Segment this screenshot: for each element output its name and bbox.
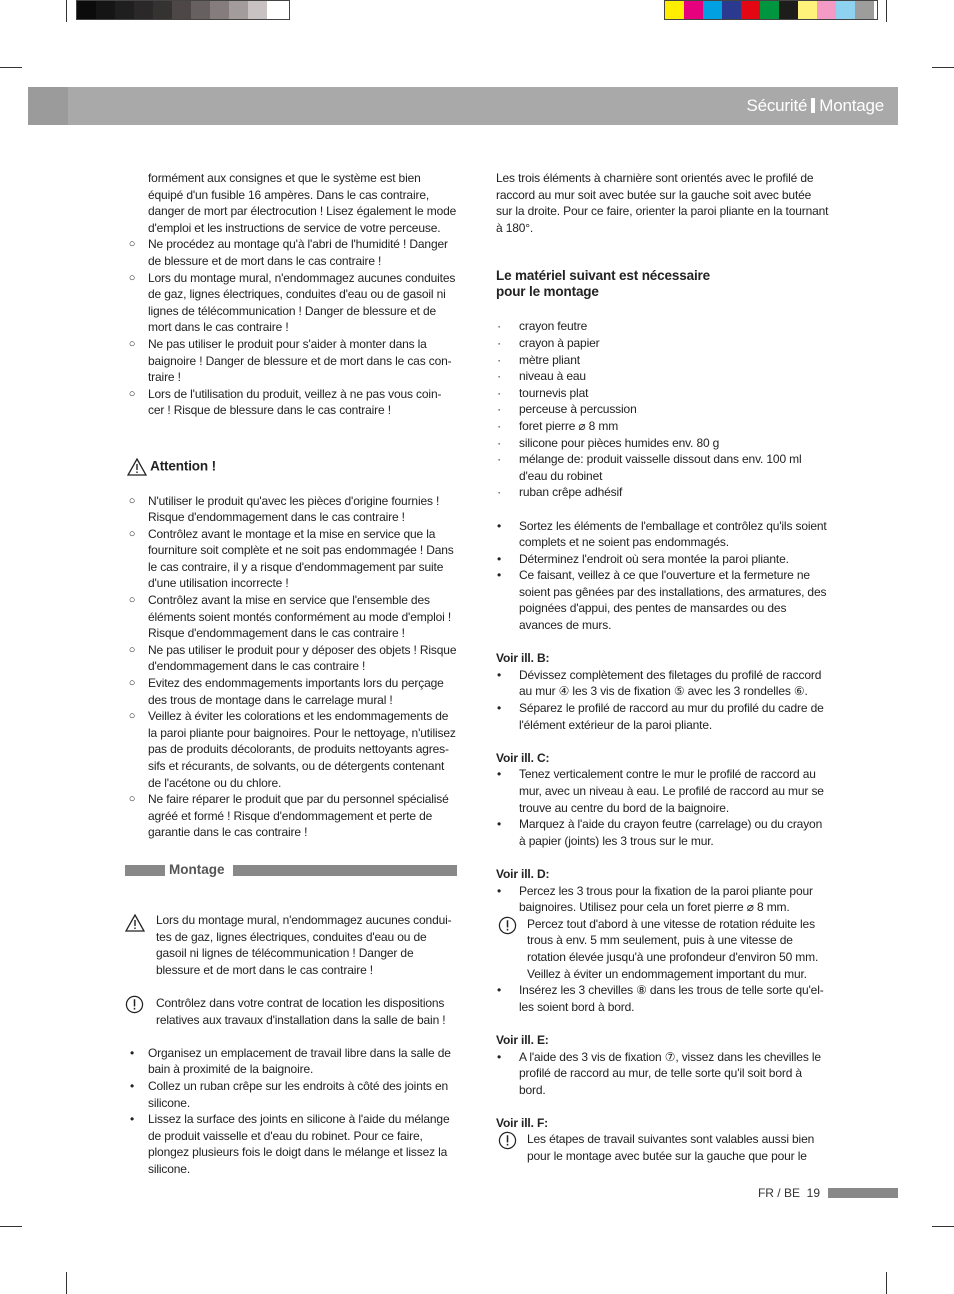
warning-icon — [125, 914, 145, 932]
dot-bullet-icon: · — [497, 352, 501, 367]
circle-bullet-icon: ○ — [128, 710, 136, 723]
calibration-swatch — [248, 1, 267, 19]
circle-bullet-icon: ○ — [128, 271, 136, 284]
warning-icon — [127, 458, 147, 476]
circle-bullet-icon: ○ — [128, 677, 136, 690]
list-item: · ruban crêpe adhésif — [497, 485, 623, 500]
list-item: ○ Lors de l'utilisation du produit, veillez à ne pas vous coin-cer ! Risque de blessure dans le cas contraire ! — [125, 386, 457, 419]
bullet-icon: • — [129, 1045, 135, 1060]
page-title — [746, 96, 884, 116]
bullet-icon: • — [496, 1049, 502, 1064]
calibration-swatch — [760, 1, 779, 19]
exclamation-note-icon — [498, 916, 517, 935]
dot-bullet-icon: · — [497, 319, 501, 334]
dot-bullet-icon: · — [497, 385, 501, 400]
attention-heading: Attention ! — [125, 458, 457, 476]
bullet-icon: • — [496, 551, 502, 566]
exclamation-note-icon — [498, 1131, 517, 1150]
list-item: • Lissez la surface des joints en silicone à l'aide du mélange de produit vaisselle et d'eau du robinet. Pour ce faire, plongez plusieurs fois le doigt dans le mélange et lissez la silicone. — [125, 1111, 457, 1177]
circle-bullet-icon: ○ — [128, 594, 136, 607]
montage-note: Contrôlez dans votre contrat de location les dispositions relatives aux travaux d'installation dans la salle de bain ! — [125, 995, 457, 1028]
circle-bullet-icon: ○ — [128, 238, 136, 251]
color-calibration-bar — [664, 0, 878, 20]
materials-heading: Le matériel suivant est nécessaire pour le montage — [496, 268, 711, 300]
montage-heading: Montage — [169, 862, 225, 877]
crop-mark — [66, 0, 67, 22]
list-item: • Séparez le profilé de raccord au mur du profilé du cadre de l'élément extérieur de la paroi pliante. — [496, 701, 824, 732]
language-code: FR / BE — [757, 1186, 800, 1200]
bullet-icon: • — [496, 983, 502, 998]
calibration-swatch — [96, 1, 115, 19]
circle-bullet-icon: ○ — [128, 494, 136, 507]
section-e-heading: Voir ill. E: — [496, 1032, 549, 1047]
list-item: ○ Ne procédez au montage qu'à l'abri de l'humidité ! Danger de blessure et de mort dans le cas contraire ! — [125, 236, 457, 269]
section-securite: Sécurité — [746, 96, 808, 115]
list-item: ○ Ne pas utiliser le produit pour y déposer des objets ! Risque d'endommagement dans le cas contraire ! — [125, 642, 457, 675]
dot-bullet-icon: · — [497, 369, 501, 384]
calibration-swatch — [798, 1, 817, 19]
calibration-swatch — [210, 1, 229, 19]
list-item: • Tenez verticalement contre le mur le profilé de raccord au mur, avec un niveau à eau. Le profilé de raccord au mur se trouve au centre du bord de la baignoire. — [496, 767, 824, 815]
circle-bullet-icon: ○ — [128, 793, 136, 806]
list-item: • Collez un ruban crêpe sur les endroits à côté des joints en silicone. — [125, 1078, 457, 1111]
continued-text: formément aux consignes et que le système est bien équipé d'un fusible 16 ampères. Dans le cas contraire, danger de mort par électrocution ! Lisez également le mode d'emploi et les instructions de service de votre perceuse. — [148, 171, 457, 235]
calibration-swatch — [172, 1, 191, 19]
list-item: • A l'aide des 3 vis de fixation ⑦, vissez dans les chevilles le profilé de raccord au mur, de telle sorte qu'il soit bord à bord. — [496, 1049, 821, 1097]
circle-bullet-icon: ○ — [128, 527, 136, 540]
list-item: ○ Ne pas utiliser le produit pour s'aider à monter dans la baignoire ! Danger de blessure et de mort dans le cas con-traire ! — [125, 336, 457, 386]
grayscale-calibration-bar — [76, 0, 290, 20]
montage-section-header — [125, 862, 457, 879]
montage-warning: Lors du montage mural, n'endommagez aucunes condui-tes de gaz, lignes électriques, conduites d'eau ou de gasoil ni lignes de télécommunication ! Danger de blessure et de mort dans le cas contraire ! — [125, 912, 457, 978]
crop-mark — [932, 1226, 954, 1227]
calibration-swatch — [779, 1, 798, 19]
prep-list — [496, 518, 829, 634]
list-item: ○ Contrôlez avant la mise en service que l'ensemble des éléments soient montés conformément au mode d'emploi ! Risque d'endommagement dans le cas contraire ! — [125, 592, 457, 642]
list-item: · perceuse à percussion — [497, 402, 637, 417]
section-bar-right — [233, 865, 457, 876]
calibration-swatch — [722, 1, 741, 19]
crop-mark — [886, 1272, 887, 1294]
calibration-swatch — [703, 1, 722, 19]
list-item: ○ Ne faire réparer le produit que par du personnel spécialisé agréé et formé ! Risque d'endommagement et perte de garantie dans le cas contraire ! — [125, 791, 457, 841]
steps-note: Les étapes de travail suivantes sont valables aussi bien pour le montage avec butée sur la gauche que pour le — [496, 1131, 829, 1164]
dot-bullet-icon: · — [497, 435, 501, 450]
list-item: • Insérez les 3 chevilles ⑧ dans les trous de telle sorte qu'el-les soient bord à bord. — [496, 983, 824, 1014]
calibration-swatch — [836, 1, 855, 19]
crop-mark — [886, 0, 887, 22]
bullet-icon: • — [496, 568, 502, 583]
bullet-icon: • — [496, 701, 502, 716]
section-f-heading: Voir ill. F: — [496, 1115, 548, 1130]
list-item: • Sortez les éléments de l'emballage et contrôlez qu'ils soient complets et ne soient pas endommagés. — [496, 518, 827, 550]
intro-text: Les trois éléments à charnière sont orientés avec le profilé de raccord au mur soit avec butée sur la gauche soit avec butée sur la droite. Pour ce faire, orienter la paroi pliante en la tournant à 180°. — [496, 171, 829, 235]
calibration-swatch — [741, 1, 760, 19]
crop-mark — [932, 67, 954, 68]
dot-bullet-icon: · — [497, 402, 501, 417]
list-item: • Percez les 3 trous pour la fixation de la paroi pliante pour baignoires. Utilisez pour cela un foret pierre ⌀ 8 mm. — [496, 883, 813, 915]
section-b-heading: Voir ill. B: — [496, 651, 550, 666]
calibration-swatch — [115, 1, 134, 19]
list-item: · niveau à eau — [497, 369, 586, 384]
list-item: ○ N'utiliser le produit qu'avec les pièces d'origine fournies ! Risque d'endommagement dans le cas contraire ! — [125, 493, 457, 526]
list-item: · mélange de: produit vaisselle dissout dans env. 100 ml d'eau du robinet — [497, 452, 802, 483]
list-item: ○ Lors du montage mural, n'endommagez aucunes conduites de gaz, lignes électriques, conduites d'eau ou de gasoil ni lignes de télécommunication ! Danger de blessure et de mort dans le cas contraire ! — [125, 270, 457, 336]
list-item: · crayon feutre — [497, 319, 588, 334]
list-item: · tournevis plat — [497, 385, 589, 400]
calibration-swatch — [134, 1, 153, 19]
attention-list — [125, 493, 457, 841]
list-item: · foret pierre ⌀ 8 mm — [497, 418, 619, 433]
header-tab — [28, 87, 68, 125]
drilling-note: Percez tout d'abord à une vitesse de rotation réduite les trous à env. 5 mm seulement, puis à une vitesse de rotation élevée jusqu'à une profondeur d'environ 50 mm. Veillez à éviter un endommagement important du mur. — [496, 916, 829, 982]
calibration-swatch — [665, 1, 684, 19]
calibration-swatch — [855, 1, 874, 19]
calibration-swatch — [77, 1, 96, 19]
bullet-icon: • — [496, 883, 502, 898]
bullet-icon: • — [496, 667, 502, 682]
dot-bullet-icon: · — [497, 452, 501, 467]
dot-bullet-icon: · — [497, 418, 501, 433]
section-d-heading: Voir ill. D: — [496, 866, 550, 881]
section-c-heading: Voir ill. C: — [496, 750, 550, 765]
bullet-icon: • — [496, 767, 502, 782]
list-item: · mètre pliant — [497, 352, 580, 367]
circle-bullet-icon: ○ — [128, 337, 136, 350]
bullet-icon: • — [496, 518, 502, 533]
calibration-swatch — [817, 1, 836, 19]
section-bar-left — [125, 865, 165, 876]
list-item: • Ce faisant, veillez à ce que l'ouverture et la fermeture ne soient pas gênées par des installations, des armatures, des poignées d'appui, des pentes de mansardes ou des avances de murs. — [496, 568, 827, 633]
list-item: · crayon à papier — [497, 335, 600, 350]
montage-section — [125, 912, 457, 1178]
list-item: ○ Evitez des endommagements importants lors du perçage des trous de montage dans le carrelage mural ! — [125, 675, 457, 708]
title-separator — [811, 98, 815, 113]
bullet-icon: • — [496, 817, 502, 832]
montage-list — [125, 1045, 457, 1178]
circle-bullet-icon: ○ — [128, 387, 136, 400]
crop-mark — [0, 67, 22, 68]
calibration-swatch — [267, 1, 286, 19]
right-column — [496, 170, 829, 1165]
page-number: 19 — [806, 1186, 820, 1200]
calibration-swatch — [684, 1, 703, 19]
materials-list — [496, 318, 829, 501]
list-item: • Déterminez l'endroit où sera montée la paroi pliante. — [496, 551, 789, 566]
calibration-swatch — [229, 1, 248, 19]
crop-mark — [66, 1272, 67, 1294]
list-item: · silicone pour pièces humides env. 80 g — [497, 435, 720, 450]
section-montage: Montage — [819, 96, 884, 115]
circle-bullet-icon: ○ — [128, 643, 136, 656]
list-item: • Dévissez complètement des filetages du profilé de raccord au mur ④ les 3 vis de fixation ⑤ avec les 3 rondelles ⑥. — [496, 667, 822, 699]
page-footer — [758, 1186, 820, 1200]
dot-bullet-icon: · — [497, 485, 501, 500]
exclamation-note-icon — [125, 995, 144, 1014]
left-column — [125, 170, 457, 841]
bullet-icon: • — [129, 1112, 135, 1127]
calibration-swatch — [153, 1, 172, 19]
dot-bullet-icon: · — [497, 335, 501, 350]
list-item: ○ Contrôlez avant le montage et la mise en service que la fourniture soit complète et ne soit pas endommagée ! Dans le cas contraire, il y a risque d'endommagement par suite d'une utilisation incorrecte ! — [125, 526, 457, 592]
list-item: ○ Veillez à éviter les colorations et les endommagements de la paroi pliante pour baignoires. Pour le nettoyage, n'utilisez pas de produits décolorants, de produits nettoyants agres-sifs et récurants, de solvants, ou de détergents contenant de l'acétone ou du chlore. — [125, 708, 457, 791]
footer-bar — [828, 1188, 898, 1198]
list-item: • Organisez un emplacement de travail libre dans la salle de bain à proximité de la baignoire. — [125, 1045, 457, 1078]
crop-mark — [0, 1226, 22, 1227]
safety-list — [125, 236, 457, 419]
calibration-swatch — [191, 1, 210, 19]
bullet-icon: • — [129, 1078, 135, 1093]
list-item: • Marquez à l'aide du crayon feutre (carrelage) ou du crayon à papier (joints) les 3 trous sur le mur. — [496, 817, 823, 848]
